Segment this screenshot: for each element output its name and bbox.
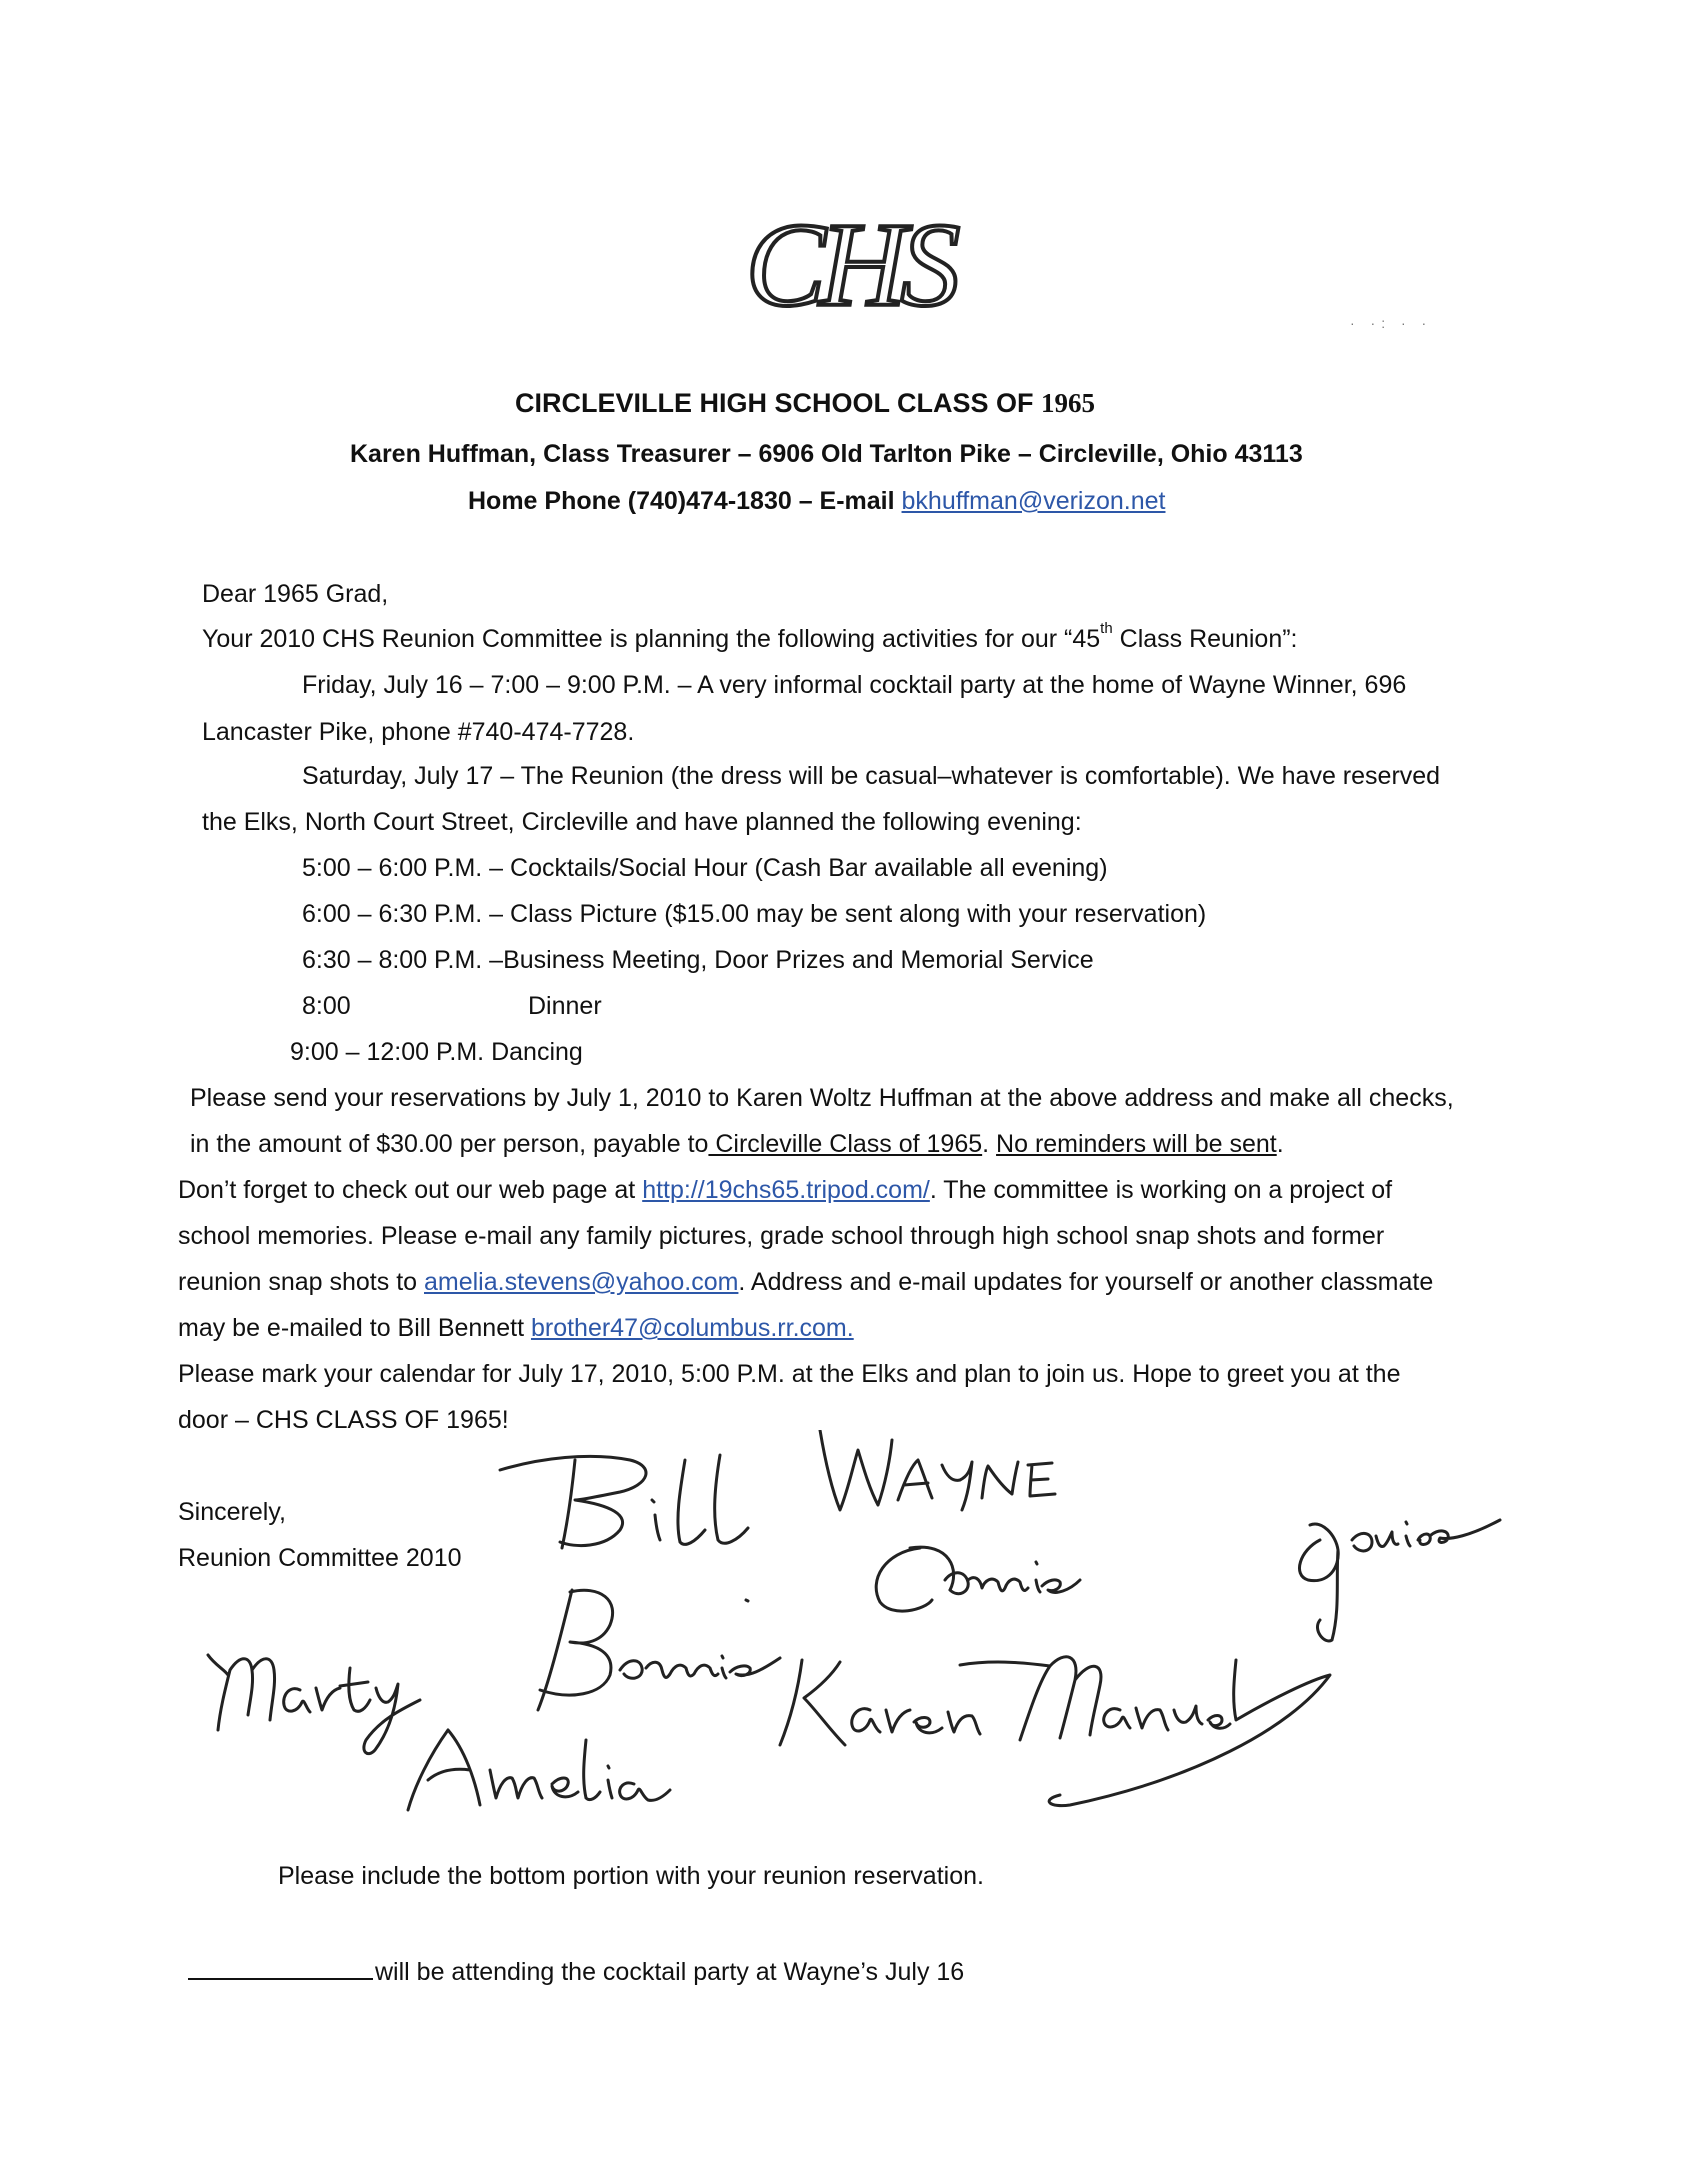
bill-email-link[interactable]: brother47@columbus.rr.com. xyxy=(530,1314,854,1342)
closing-committee: Reunion Committee 2010 xyxy=(178,1544,462,1572)
no-reminders-note: No reminders will be sent xyxy=(996,1130,1277,1158)
greeting: Dear 1965 Grad, xyxy=(202,580,389,608)
saturday-line-1: Saturday, July 17 – The Reunion (the dress will be casual–whatever is comfortable). We have reserved xyxy=(302,762,1441,790)
reservation-line-2 xyxy=(190,1130,1284,1159)
title-text: CIRCLEVILLE HIGH SCHOOL CLASS OF xyxy=(515,388,1042,418)
memories-text: reunion snap shots to xyxy=(178,1268,424,1296)
reservation-line-1: Please send your reservations by July 1, 2010 to Karen Woltz Huffman at the above address and make all checks, xyxy=(190,1084,1454,1112)
friday-line-1: Friday, July 16 – 7:00 – 9:00 P.M. – A very informal cocktail party at the home of Wayne Winner, 696 xyxy=(302,671,1407,699)
schedule-desc: – Cocktails/Social Hour (Cash Bar available all evening) xyxy=(482,854,1108,882)
signature-amelia xyxy=(408,1730,670,1810)
signature-wayne xyxy=(820,1430,1055,1510)
saturday-line-2: the Elks, North Court Street, Circleville and have planned the following evening: xyxy=(202,808,1082,836)
web-page-link[interactable]: http://19chs65.tripod.com/ xyxy=(642,1176,930,1204)
signature-marty xyxy=(208,1655,420,1754)
reservation-text: . xyxy=(1276,1130,1284,1158)
chs-logo xyxy=(700,195,1000,345)
schedule-desc: – Class Picture ($15.00 may be sent along with your reservation) xyxy=(482,900,1207,928)
signature-manuel xyxy=(960,1657,1330,1806)
attendee-name-blank[interactable] xyxy=(188,1978,373,1980)
memories-line-3 xyxy=(178,1314,854,1343)
contact-phone: Home Phone (740)474-1830 – E-mail xyxy=(468,487,902,515)
footer-instruction: Please include the bottom portion with your reunion reservation. xyxy=(278,1862,984,1890)
web-text: Don’t forget to check out our web page at xyxy=(178,1176,643,1204)
schedule-item xyxy=(302,992,351,1021)
web-text: . The committee is working on a project of xyxy=(929,1176,1393,1204)
schedule-desc: Dinner xyxy=(528,992,602,1020)
attendance-text: will be attending the cocktail party at Wayne’s July 16 xyxy=(375,1958,965,1986)
chs-logo-text: CHS xyxy=(745,198,955,331)
memories-text: . Address and e-mail updates for yourself or another classmate xyxy=(738,1268,1434,1296)
intro-text-b: Class Reunion”: xyxy=(1112,625,1298,653)
memories-text: may be e-mailed to Bill Bennett xyxy=(178,1314,531,1342)
web-line xyxy=(178,1176,1392,1205)
schedule-item xyxy=(290,1038,583,1067)
schedule-time: 5:00 – 6:00 P.M. xyxy=(302,854,483,882)
memories-line-2 xyxy=(178,1268,1433,1297)
title-year: 1965 xyxy=(1041,388,1096,418)
attendance-line xyxy=(188,1958,964,1987)
reservation-text: . xyxy=(982,1130,997,1158)
calendar-line-1: Please mark your calendar for July 17, 2010, 5:00 P.M. at the Elks and plan to join us. Hope to greet you at the xyxy=(178,1360,1401,1388)
scan-specks: · ·: · · xyxy=(1350,315,1433,331)
payee-name: Circleville Class of 1965 xyxy=(708,1130,983,1158)
signature-bonnie xyxy=(538,1590,780,1710)
schedule-item xyxy=(302,946,1094,975)
page-title xyxy=(515,388,1095,419)
amelia-email-link[interactable]: amelia.stevens@yahoo.com xyxy=(424,1268,739,1296)
closing-sincerely: Sincerely, xyxy=(178,1498,286,1526)
intro-line xyxy=(202,620,1298,654)
schedule-time: 6:00 – 6:30 P.M. xyxy=(302,900,483,928)
header-email-link[interactable]: bkhuffman@verizon.net xyxy=(901,487,1166,515)
memories-line-1: school memories. Please e-mail any family pictures, grade school through high school snap shots and former xyxy=(178,1222,1385,1250)
signatures-bottom xyxy=(190,1570,1370,1830)
schedule-item xyxy=(302,900,1206,929)
intro-superscript: th xyxy=(1100,620,1113,637)
signature-karen xyxy=(780,1660,980,1745)
schedule-time: 9:00 – 12:00 P.M. xyxy=(290,1038,485,1066)
schedule-item xyxy=(302,854,1108,883)
friday-line-2: Lancaster Pike, phone #740-474-7728. xyxy=(202,718,635,746)
schedule-time: 8:00 xyxy=(302,992,351,1020)
schedule-desc: –Business Meeting, Door Prizes and Memorial Service xyxy=(482,946,1094,974)
treasurer-line: Karen Huffman, Class Treasurer – 6906 Old Tarlton Pike – Circleville, Ohio 43113 xyxy=(350,440,1303,468)
intro-text-a: Your 2010 CHS Reunion Committee is planning the following activities for our “45 xyxy=(202,625,1101,653)
reservation-text: in the amount of $30.00 per person, payable to xyxy=(190,1130,709,1158)
calendar-line-2: door – CHS CLASS OF 1965! xyxy=(178,1406,509,1434)
contact-line xyxy=(468,487,1165,516)
schedule-time: 6:30 – 8:00 P.M. xyxy=(302,946,483,974)
signature-bill xyxy=(500,1455,748,1548)
schedule-desc: Dancing xyxy=(484,1038,583,1066)
